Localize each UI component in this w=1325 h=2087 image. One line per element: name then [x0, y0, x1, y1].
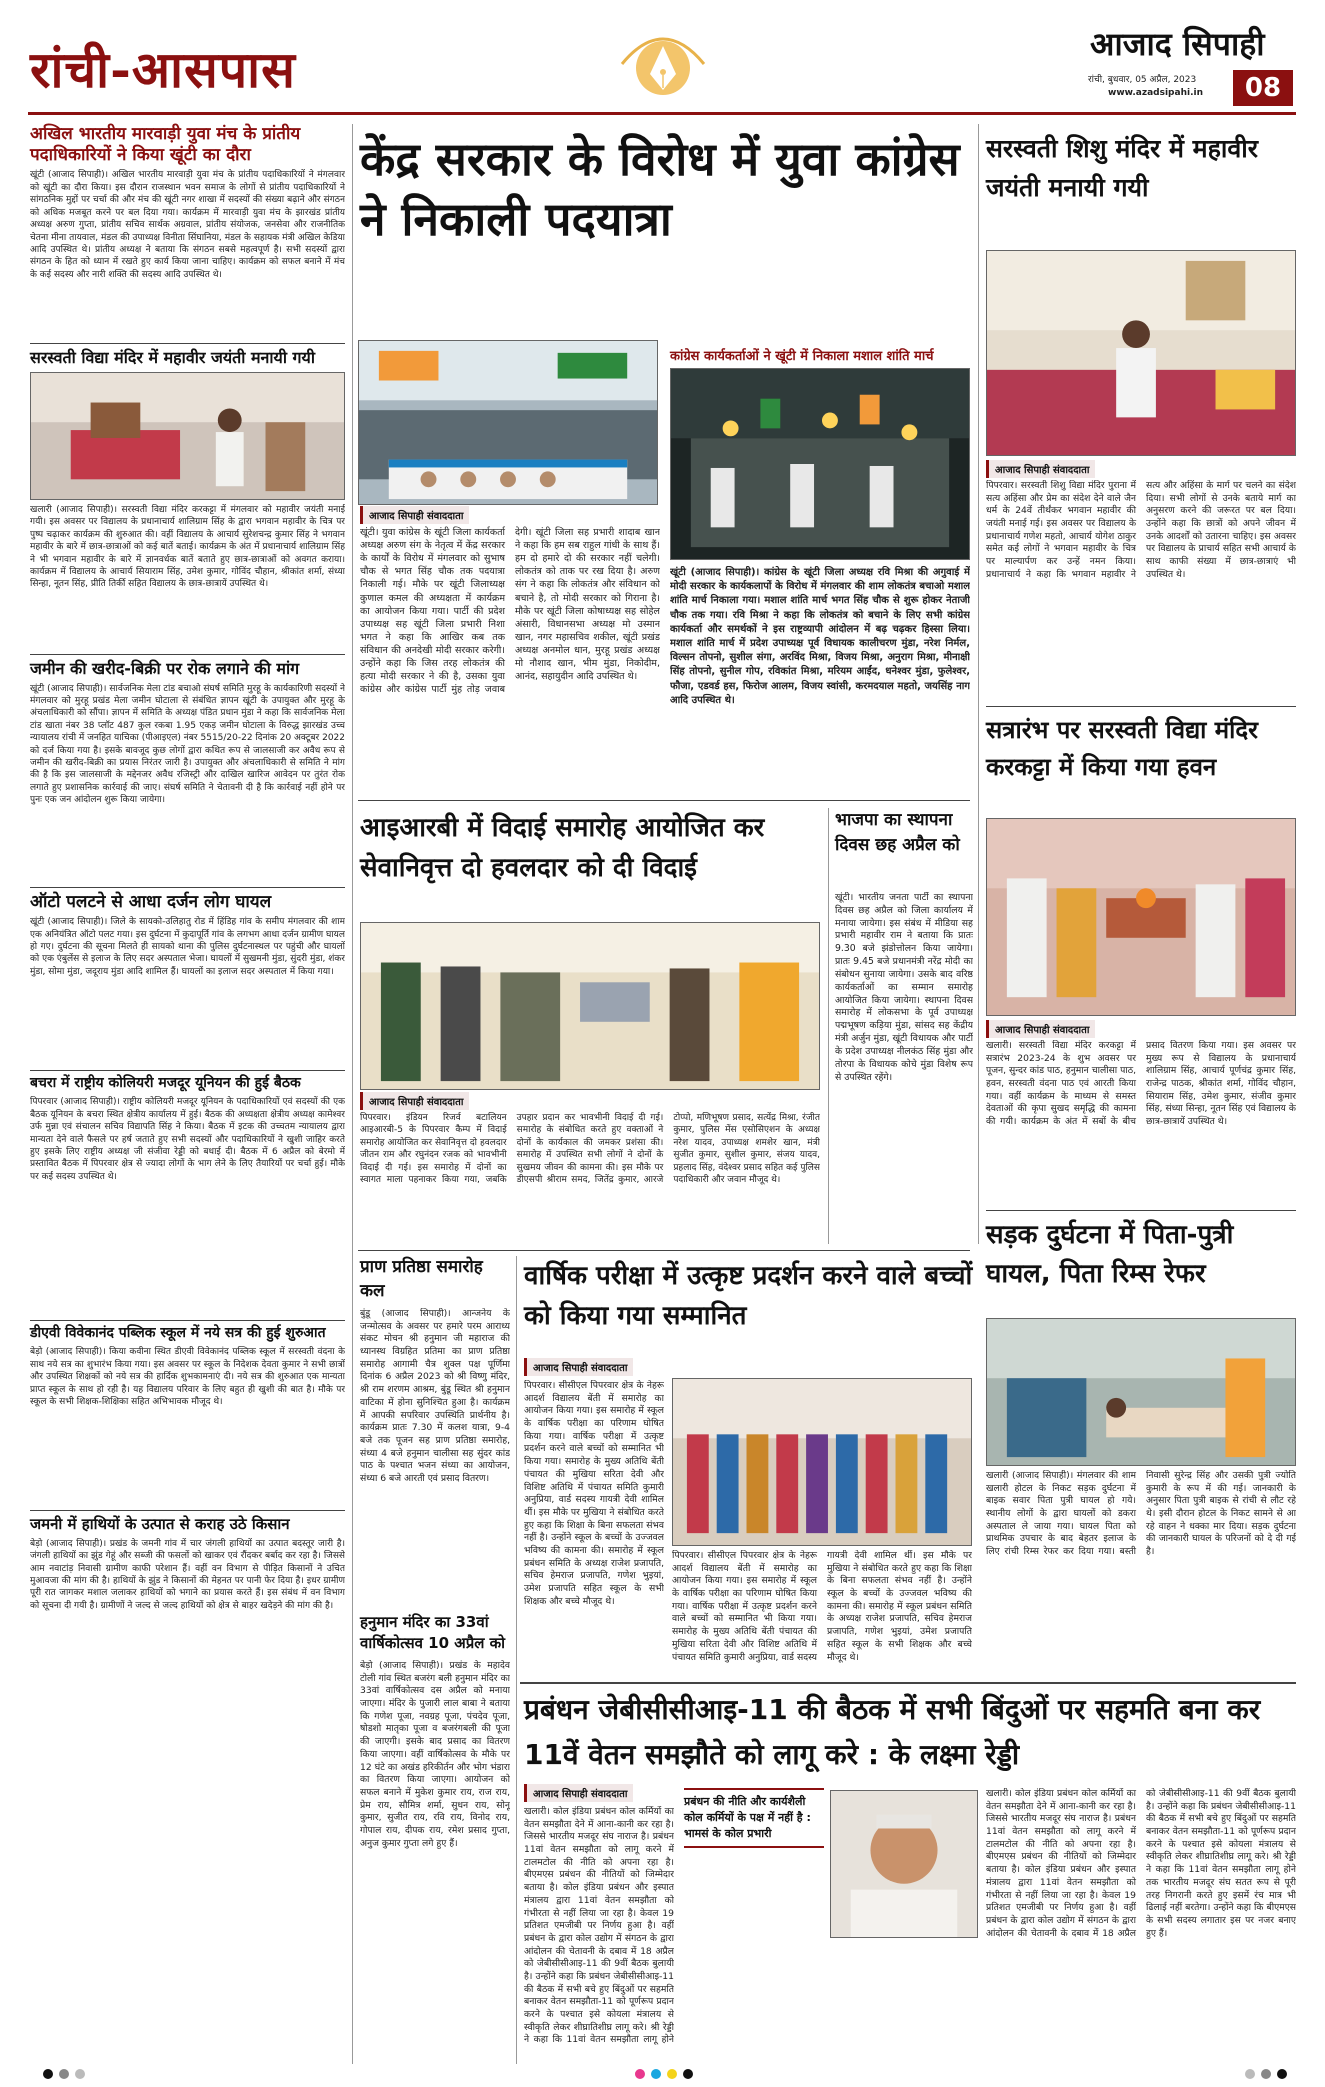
lead-headline: केंद्र सरकार के विरोध में युवा कांग्रेस ने निकाली पदयात्रा [360, 132, 960, 246]
website: www.azadsipahi.in [1108, 88, 1203, 98]
r3-body: खलारी (आजाद सिपाही)। मंगलवार की शाम खलारी होटल के निकट सड़क दुर्घटना में बाइक सवार पिता पुत्री घायल हो गये। स्थानीय लोगों के द्वारा घायलों को डकरा अस्पताल ले जाया गया। घायल पिता को प्राथमिक उपचार के बाद बेहतर इलाज के लिए रांची रिम्स रेफर कर दिया गया। बस्ती निवासी सुरेन्द्र सिंह और उसकी पुत्री ज्योति कुमारी के रूप में की गई। जानकारी के अनुसार पिता पुत्री बाइक से रांची से लौट रहे थे। इसी दौरान होटल के निकट सामने से आ रहे वाहन ने धक्का मार दिया। सड़क दुर्घटना की जानकारी घायल के परिजनों को दे दी गई है। [986, 1470, 1296, 1558]
story-body: बेड़ो (आजाद सिपाही)। प्रखंड के जमनी गांव में चार जंगली हाथियों का उत्पात बदस्तूर जारी है। जंगली हाथियों का झुंड गेहूं और सब्जी की फसलों को खाकर एवं रौंदकर बर्बाद कर रहा है। जिससे आम नवाटांड़ निवासी ग्रामीण काफी परेशान हैं। वहीं वन विभाग से पीड़ित किसानों ने उचित मुआवजा की मांग की है। हाथियों के झुंड ने किसानों की मेहनत पर पानी फेर दिया है। इधर ग्रामीण पूरी रात जागकर मशाल जलाकर हाथियों को भगाने का प्रयास करते हैं। इस संबंध में वन विभाग को सूचना दी गयी है। ग्रामीणों ने जल्द से जल्द हाथियों को क्षेत्र से बाहर खदेड़ने की मांग की है। [30, 1538, 345, 1611]
pen-nib-logo-icon [620, 24, 706, 104]
saraswati-shishu-mandir-photo [986, 250, 1296, 456]
story-body: खूंटी (आजाद सिपाही)। जिले के सायको-उलिहातु रोड में हिंडिह गांव के समीप मंगलवार की शाम एक अनियंत्रित ऑटो पलट गया। इस दुर्घटना में कुदापूर्ति गांव के लगभग आधा दर्जन ग्रामीण घायल हो गए। दुर्घटना की सूचना मिलते ही सायको थाना की पुलिस दुर्घटनास्थल पर पहुंची और घायलों को एक एंबुलेंस से इलाज के लिए सदर अस्पताल भेजा। घायलों में सुखमनी मुंडा, सुंदरी मुंडा, शंकर मुंडा, सोमा मुंडा, जदूराय मुंडा आदि शामिल हैं। घायलों का इलाज सदर अस्पताल में किया गया। [30, 917, 345, 977]
story-body: खूंटी (आजाद सिपाही)। अखिल भारतीय मारवाड़ी युवा मंच के प्रांतीय पदाधिकारियों ने मंगलवार को खूंटी का दौरा किया। इस दौरान राजस्थान भवन समाज के लोगों से प्रांतीय पदाधिकारियों ने सांगठनिक मुद्दों पर चर्चा की और मंच की खूंटी नगर शाखा में सदस्यों की संख्या बढ़ाने और संगठन को अधिक मजबूत करने पर बल दिया गया। कार्यक्रम में मारवाड़ी युवा मंच के झारखंड प्रांतीय अध्यक्ष अरुण गुप्ता, प्रांतीय सचिव सार्थक अग्रवाल, प्रांतीय संयोजक, जनसेवा और राजनीतिक चेतना मीना तायवाल, मंडल की उपाध्यक्ष विनीता सिंघानिया, मंडल के सहायक मंत्री अखिल केडिया आदि उपस्थित थे। प्रांतीय अध्यक्ष ने बताया कि संगठन सबसे महत्वपूर्ण है। सभी सदस्यों द्वारा संगठन के हित को ध्यान में रखते हुए कार्य किया जाना चाहिए। कार्यक्रम को सफल बनाने में मंच के कई सदस्य और नारी शक्ति की सदस्य आदि उपस्थित थे। [30, 170, 345, 280]
masthead [0, 0, 1325, 112]
pran-body: बुंडू (आजाद सिपाही)। आन्जनेय के जन्मोत्सव के अवसर पर हमारे परम आराध्य संकट मोचन श्री हनुमान जी महाराज की ध्यानस्थ विग्रहित प्रतिमा का प्राण प्रतिष्ठा समारोह आगामी चैत्र शुक्ल पक्ष पूर्णिमा दिनांक 6 अप्रैल 2023 को श्री विष्णु मंदिर, श्री राम शरणम आश्रम, बुंडू स्थित श्री हनुमान वाटिका में होना सुनिश्चित हुआ है। कार्यक्रम में आपकी सपरिवार उपस्थिति प्रार्थनीय है। कार्यक्रम प्रातः 7.30 में कलश यात्रा, 9-4 बजे तक पूजन सह प्राण प्रतिष्ठा समारोह, संध्या 4 बजे हनुमान चालीसा सह सुंदर कांड पाठ के पश्चात भजन संध्या का आयोजन, संध्या 6 बजे आरती एवं प्रसाद वितरण। [360, 1308, 510, 1484]
exam-headline: वार्षिक परीक्षा में उत्कृष्ट प्रदर्शन करने वाले बच्चों को किया गया सम्मानित [524, 1261, 973, 1332]
hanuman-headline: हनुमान मंदिर का 33वां वार्षिकोत्सव 10 अप्रैल को [360, 1613, 506, 1652]
bottom-body-right-text: खलारी। कोल इंडिया प्रबंधन कोल कर्मियों का वेतन समझौता देने में आना-कानी कर रहा है। जिससे भारतीय मजदूर संघ नाराज है। प्रबंधन 11वां वेतन समझौता को लागू करने में टालमटोल की नीति को अपना रहा है। बीएमएस प्रबंधन की नीतियों को जिम्मेदार बताया है। कोल इंडिया प्रबंधन और इस्पात मंत्रालय द्वारा 11वां वेतन समझौता को गंभीरता से नहीं लिया जा रहा है। केवल 19 प्रतिशत एमजीबी पर निर्णय हुआ है। वहीं प्रबंधन के द्वारा कोल उद्योग में संगठन के द्वारा आंदोलन की चेतावनी के दबाव में 18 अप्रैल को जेबीसीसीआइ-11 की 9वीं बैठक बुलायी है। उन्होंने कहा कि प्रबंधन जेबीसीसीआइ-11 की बैठक में सभी बचे हुए बिंदुओं पर सहमति बनाकर वेतन समझौता-11 को पूर्णरूप प्रदान करने के पश्चात इसे कोयला मंत्रालय से स्वीकृति लेकर शीघ्रातिशीघ्र लागू करे। श्री रेड्डी ने कहा कि 11वां वेतन समझौता लागू होने तक भारतीय मजदूर संघ सतत रूप से पूरी तरह निगरानी करते हुए इसमें रंच मात्र भी ढिलाई नहीं बरतेगा। उन्होंने कहा कि बीएमएस के सभी सदस्य लगातार इस पर नजर बनाए हुए हैं। [986, 1788, 1296, 1939]
dateline: रांची, बुधवार, 05 अप्रैल, 2023 [1088, 75, 1197, 85]
page-number: 08 [1233, 70, 1293, 106]
story-headline: ऑटो पलटने से आधा दर्जन लोग घायल [30, 891, 272, 912]
byline: आजाद सिपाही संवाददाता [986, 460, 1095, 478]
r2-body: खलारी। सरस्वती विद्या मंदिर करकट्टा में सत्रारंभ 2023-24 के शुभ अवसर पर पूजन, सुन्दर कांड पाठ, हनुमान चालीसा पाठ, हवन, सरस्वती वंदना पाठ एवं आरती किया गया। वहीं कार्यक्रम के माध्यम से समस्त देवताओं की कृपा सुखद समृद्धि की कामना की गयी। कार्यक्रम के अंत में सबों के बीच प्रसाद वितरण किया गया। इस अवसर पर मुख्य रूप से विद्यालय के प्रधानाचार्य शालिग्राम सिंह, आचार्य पूर्णचंद्र कुमार सिंह, राजेन्द्र पाठक, श्रीकांत शर्मा, गोविंद चौहान, सियाराम सिंह, उमेश कुमार, संजीव कुमार सिंह, संध्या सिन्हा, नूतन सिंह एवं विद्यालय के छात्र-छात्रायें उपस्थित थे। [986, 1040, 1296, 1128]
left-column [30, 124, 345, 2064]
byline: आजाद सिपाही संवाददाता [360, 1092, 469, 1110]
section-title: रांची-आसपास [30, 40, 296, 99]
story-headline: जमीन की खरीद-बिक्री पर रोक लगाने की मांग [30, 658, 300, 678]
exam-body-col1: पिपरवार। सीसीएल पिपरवार क्षेत्र के नेहरू आदर्श विद्यालय बेंती में समारोह का आयोजन किया गया। इस समारोह में स्कूल के वार्षिक परीक्षा का परिणाम घोषित किया गया। वार्षिक परीक्षा में उत्कृष्ट प्रदर्शन करने वाले बच्चों को सम्मानित भी किया गया। समारोह के मुख्य अतिथि बेंती पंचायत की मुखिया सरिता देवी और विशिष्ट अतिथि में पंचायत समिति कुमारी अनुप्रिया, वार्ड सदस्य गायत्री देवी शामिल थीं। इस मौके पर मुखिया ने संबोधित करते हुए कहा कि शिक्षा के बिना सफलता संभव नहीं है। उन्होंने स्कूल के बच्चों के उज्जवल भविष्य की कामना की। समारोह में स्कूल प्रबंधन समिति के अध्यक्ष राजेश प्रजापति, सचिव हेमराज प्रजापति, गणेश भुइयां, उमेश प्रजापति सहित स्कूल के सभी शिक्षक और बच्चे मौजूद थे। [524, 1380, 664, 1607]
youth-congress-rally-photo [358, 340, 658, 505]
pran-headline: प्राण प्रतिष्ठा समारोह कल [360, 1257, 483, 1301]
lead-body: खूंटी। युवा कांग्रेस के खूंटी जिला कार्यकर्ता अध्यक्ष अरुण संग के नेतृत्व में केंद्र सरकार के कार्यों के विरोध में मंगलवार को सुभाष चौक से भगत सिंह चौक तक पदयात्रा निकाली गई। मौके पर खूंटी जिलाध्यक्ष कुणाल कमल की अध्यक्षता में कार्यक्रम का आयोजन किया गया। पार्टी की प्रदेश उपाध्यक्ष सह खूंटी जिला प्रभारी निशा भगत ने कहा कि आखिर कब तक संविधान की अनदेखी मोदी सरकार करेगी। उन्होंने कहा कि जिस तरह लोकतंत्र की हत्या मोदी सरकार ने की है, उसका युवा कांग्रेस और कांग्रेस पार्टी मुंह तोड़ जवाब देगी। खूंटी जिला सह प्रभारी शादाब खान ने कहा कि हम सब राहुल गांधी के साथ हैं। हम दो हमारे दो की सरकार नहीं चलेगी। लोकतंत्र को ताक पर रख दिया है। अरुण संग ने कहा कि लोकतंत्र और संविधान को बचाने है, तो मोदी सरकार को गिराना है। मौके पर खूंटी जिला कोषाध्यक्ष सह सोहेल अंसारी, विधानसभा अध्यक्ष मो उस्मान खान, नगर महासचिव शकील, खूंटी प्रखंड अध्यक्ष अनमोल धान, मुरहू प्रखंड अध्यक्ष मो नौशाद खान, भीम मुंडा, निकोदीम, आनंद, सहायुदीन आदि उपस्थित थे। [360, 527, 660, 696]
irb-farewell-photo [360, 922, 820, 1090]
exam-body-cont-text: पिपरवार। सीसीएल पिपरवार क्षेत्र के नेहरू आदर्श विद्यालय बेंती में समारोह का आयोजन किया गया। इस समारोह में स्कूल के वार्षिक परीक्षा का परिणाम घोषित किया गया। वार्षिक परीक्षा में उत्कृष्ट प्रदर्शन करने वाले बच्चों को सम्मानित भी किया गया। समारोह के मुख्य अतिथि बेंती पंचायत की मुखिया सरिता देवी और विशिष्ट अतिथि में पंचायत समिति कुमारी अनुप्रिया, वार्ड सदस्य गायत्री देवी शामिल थीं। इस मौके पर मुखिया ने संबोधित करते हुए कहा कि शिक्षा के बिना सफलता संभव नहीं है। उन्होंने स्कूल के बच्चों के उज्जवल भविष्य की कामना की। समारोह में स्कूल प्रबंधन समिति के अध्यक्ष राजेश प्रजापति, सचिव हेमराज प्रजापति, गणेश भुइयां, उमेश प्रजापति सहित स्कूल के सभी शिक्षक और बच्चे मौजूद थे। [672, 1550, 972, 1663]
print-registration-marks [40, 2066, 1290, 2080]
story-headline: सरस्वती विद्या मंदिर में महावीर जयंती मनायी गयी [30, 348, 315, 368]
byline: आजाद सिपाही संवाददाता [524, 1784, 633, 1802]
bjp-headline: भाजपा का स्थापना दिवस छह अप्रैल को [835, 810, 960, 855]
r1-body: पिपरवार। सरस्वती शिशु विद्या मंदिर पुराना में सत्य अहिंसा और प्रेम का संदेश देने वाले जैन धर्म के 24वें तीर्थंकर भगवान महावीर की जयंती मनाई गई। इस अवसर पर विद्यालय के प्रधानाचार्य गणेश महतो, आचार्य योगेश ठाकुर समेत कई लोगों ने भगवान महावीर के चित्र पर माल्यार्पण कर उन्हें नमन किया। प्रधानाचार्य ने कहा कि भगवान महावीर ने सत्य और अहिंसा के मार्ग पर चलने का संदेश दिया। सभी लोगों से उनके बताये मार्ग का अनुसरण करने की जरूरत पर बल दिया। उन्होंने कहा कि छात्रों को अपने जीवन में उनके आदर्शों को उतारना चाहिए। इस अवसर पर विद्यालय के प्राचार्य सहित सभी आचार्य के साथ काफी संख्या में छात्र-छात्राएं भी उपस्थित थे। [986, 480, 1296, 580]
story-headline: जमनी में हाथियों के उत्पात से कराह उठे किसान [30, 1515, 290, 1534]
bjp-body: खूंटी। भारतीय जनता पार्टी का स्थापना दिवस छह अप्रैल को जिला कार्यालय में मनाया जायेगा। इस संबंध में मीडिया सह प्रभारी महावीर राम ने बताया कि प्रातः 9.30 बजे झंडोत्तोलन किया जायेगा। प्रातः 9.45 बजे प्रधानमंत्री नरेंद्र मोदी का संबोधन सुनाया जायेगा। उसके बाद वरिष्ठ कार्यकर्ताओं का सम्मान समारोह आयोजित किया जायेगा। स्थापना दिवस समारोह में लोकसभा के पूर्व उपाध्यक्ष पद्मभूषण कड़िया मुंडा, सांसद सह केंद्रीय मंत्री अर्जुन मुंडा, खूंटी विधायक और पार्टी के प्रदेश उपाध्यक्ष नीलकंठ सिंह मुंडा और तोरपा के विधायक कोचे मुंडा विशेष रूप से उपस्थित रहेंगे। [835, 892, 973, 1083]
story-headline: बचरा में राष्ट्रीय कोलियरी मजदूर यूनियन की हुई बैठक [30, 1075, 301, 1092]
story-body: खलारी (आजाद सिपाही)। सरस्वती विद्या मंदिर करकट्टा में मंगलवार को महावीर जयंती मनाई गयी। इस अवसर पर विद्यालय के प्रधानाचार्य शालिग्राम सिंह के द्वारा भगवान महावीर के चित्र पर पुष्प चढ़ाकर कार्यक्रम की शुरुआत की। वहीं विद्यालय के आचार्य सुरेशचन्द्र कुमार सिंह ने भगवान महावीर के बारे में छात्र-छात्राओं को कई बातें बताई। कार्यक्रम के अंत में प्रधानाचार्य शालिग्राम सिंह ने भी भगवान महावीर के बारे में ज्ञानवर्धक बातें बताते हुए छात्र-छात्राओं को अवगत कराया। कार्यक्रम में विद्यालय के आचार्य सियाराम सिंह, उमेश कुमार, गोविंद चौहान, श्रीकांत शर्मा, संध्या सिन्हा, नूतन सिंह, प्रीति तिर्की सहित विद्यालय के छात्र-छात्रायें उपस्थित थे। [30, 504, 345, 590]
story-headline: अखिल भारतीय मारवाड़ी युवा मंच के प्रांतीय पदाधिकारियों ने किया खूंटी का दौरा [30, 124, 301, 165]
r3-headline: सड़क दुर्घटना में पिता-पुत्री घायल, पिता रिम्स रेफर [986, 1220, 1234, 1289]
story-headline: डीएवी विवेकानंद पब्लिक स्कूल में नये सत्र की हुई शुरुआत [30, 1325, 326, 1342]
havan-ceremony-photo [986, 818, 1296, 1016]
photo-caption: कांग्रेस कार्यकर्ताओं ने खूंटी में निकाला मशाल शांति मार्च [670, 349, 934, 364]
k-laxma-reddy-photo [830, 1790, 978, 1938]
byline: आजाद सिपाही संवाददाता [986, 1020, 1095, 1038]
school-event-photo [30, 372, 345, 500]
bottom-body-right [986, 1788, 1296, 2058]
bottom-headline: प्रबंधन जेबीसीसीआइ-11 की बैठक में सभी बिंदुओं पर सहमति बना कर 11वें वेतन समझौते को लागू करे : के लक्ष्मा रेड्डी [524, 1693, 1261, 1771]
paper-name: आजाद सिपाही [1090, 25, 1265, 63]
hanuman-body: बेड़ो (आजाद सिपाही)। प्रखंड के महादेव टोली गांव स्थित बजरंग बली हनुमान मंदिर का 33वां वार्षिकोत्सव दस अप्रैल को मनाया जाएगा। मंदिर के पुजारी लाल बाबा ने बताया कि गणेश पूजा, नवग्रह पूजा, पंचदेव पूजा, षोडशो मातृका पूजा व बजरंगबली की पूजा की जाएगी। इसके बाद प्रसाद का वितरण किया जाएगा। वहीं वार्षिकोत्सव के मौके पर 12 घंटे का अखंड हरिकीर्तन और भोग भंडारा का वितरण किया जाएगा। आयोजन को सफल बनाने में मुकेश कुमार राय, राज राय, प्रेम राय, सौमित्र शर्मा, सुधन राय, सोनू कुमार, सुजीत राय, रवि राय, विनोद राय, गोपाल राय, दीपक राय, रमेश प्रसाद गुप्ता, अनुज कुमार गुप्ता लगे हुए हैं। [360, 1660, 510, 1849]
torch-march-photo [670, 368, 970, 560]
byline: आजाद सिपाही संवाददाता [360, 506, 469, 524]
byline: आजाद सिपाही संवाददाता [524, 1358, 633, 1376]
irb-body: पिपरवार। इंडियन रिजर्व बटालियन आइआरबी-5 के पिपरवार कैम्प में विदाई समारोह आयोजित कर सेवानिवृत्त दो हवलदार जीतन राम और रघुनंदन रजक को भावभीनी विदाई दी गई। इस समारोह में दोनों का स्वागत माला पहनाकर किया गया, जबकि उपहार प्रदान कर भावभीनी विदाई दी गई। समारोह के संबोधित करते हुए वक्ताओं ने दोनों के कार्यकाल की जमकर प्रशंसा की। समारोह में उपस्थित सभी लोगों ने दोनों के सुखमय जीवन की कामना की। इस मौके पर डीएसपी श्रीराम समद, जितेंद्र कुमार, आरजे टोप्पो, मणिभूषण प्रसाद, सत्येंद्र मिश्रा, रंजीत कुमार, पुलिस मेंस एसोसिएशन के अध्यक्ष नरेश यादव, उपाध्यक्ष शमशेर खान, मंत्री सुजीत कुमार, सुशील कुमार, संजय यादव, प्रहलाद सिंह, वंदेश्वर प्रसाद सहित कई पुलिस पदाधिकारी और जवान मौजूद थे। [360, 1113, 820, 1186]
story-body: खूंटी (आजाद सिपाही)। सार्वजनिक मेला टांड बचाओ संघर्ष समिति मुरहू के कार्यकारिणी सदस्यों ने मंगलवार को मुरहू प्रखंड मेला जमीन घोटाला से संबंधित ज्ञापन खूंटी के उपायुक्त और मुरहू के अंचलाधिकारी को सौंपा। ज्ञापन में समिति के अध्यक्ष पंडित प्रधान मुंडा ने कहा कि सार्वजनिक मेला टांड खाता नंबर 38 प्लॉट 487 कुल रकबा 1.95 एकड़ जमीन घोटाला के विरुद्ध झारखंड उच्च न्यायालय रांची में जनहित याचिका (पीआइएल) नंबर 5515/20-22 दिनांक 20 अक्टूबर 2022 को दर्ज किया गया है। इसके बावजूद कुछ लोगों द्वारा कथित रूप से जालसाजी कर अवैध रूप से जमीन की खरीद-बिक्री का प्रयास निरंतर जारी है। उपायुक्त और अंचलाधिकारी से समिति ने मांग की है कि इस जालसाजी के मद्देनजर अवैध रजिस्ट्री और दाखिल खारिज आवेदन पर तुरंत रोक लगाते हुए प्रशासनिक कार्रवाई की जाए। संघर्ष समिति ने चेतावनी दी है कि कार्रवाई नहीं होने पर पुनः एक जन आंदोलन शुरू किया जायेगा। [30, 683, 345, 806]
irb-headline: आइआरबी में विदाई समारोह आयोजित कर सेवानिवृत्त दो हवलदार को दी विदाई [360, 813, 765, 884]
r2-headline: सत्रारंभ पर सरस्वती विद्या मंदिर करकट्टा में किया गया हवन [986, 716, 1258, 782]
r1-headline: सरस्वती शिशु मंदिर में महावीर जयंती मनायी गयी [986, 134, 1258, 202]
story-body: पिपरवार (आजाद सिपाही)। राष्ट्रीय कोलियरी मजदूर यूनियन के पदाधिकारियों एवं सदस्यों की एक बैठक यूनियन के बचरा स्थित क्षेत्रीय कार्यालय में हुई। बैठक की अध्यक्षता क्षेत्रीय अध्यक्ष कामेश्वर उर्फ मुन्ना एवं संचालन सचिव विद्यापति सिंह ने किया। बैठक में इटक की उच्चतम न्यायालय द्वारा मान्यता देने वाले फैसले पर हर्ष जताते हुए सभी सदस्यों और पदाधिकारियों ने खुशी जाहिर करते हुए इसके लिए राष्ट्रीय अध्यक्ष जी संजीवा रेड्डी को बधाई दी। बैठक में 6 अप्रैल को बेरमो में प्रस्तावित बैठक में पिपरवार क्षेत्र से ज्यादा लोगों के भाग लेने के लिए तैयारियों पर चर्चा हुई। मौके पर कई सदस्य उपस्थित थे। [30, 1097, 345, 1182]
lead-sidebar-box: खूंटी (आजाद सिपाही)। कांग्रेस के खूंटी जिला अध्यक्ष रवि मिश्रा की अगुवाई में मोदी सरकार के कार्यकलापों के विरोध में मंगलवार की शाम लोकतंत्र बचाओ मशाल शांति मार्च निकाला गया। मशाल शांति मार्च भगत सिंह चौक से शुरू होकर नेताजी चौक तक गया। रवि मिश्रा ने कहा कि लोकतंत्र को बचाने के लिए सभी कांग्रेस कार्यकर्ता और समर्थकों ने इस राष्ट्रव्यापी आंदोलन में बढ़ चढ़कर हिस्सा लिया। मशाल शांति मार्च में प्रदेश उपाध्यक्ष पूर्व विधायक कालीचरण मुंडा, नरेश निर्मल, विल्सन तोपनो, सुशील संगा, अरविंद मिश्रा, विजय मिश्रा, अनुराग मिश्रा, मीनाक्षी सिंह तोपनो, सुनील गोप, रविकांत मिश्रा, मरियम आईंद, धनेश्वर मुंडा, फुलेश्वर, फौजा, एडवर्ड हस, फिरोज आलम, विजय स्वांसी, करमदयाल महतो, जयसिंह नाग आदि उपस्थित थे। [670, 567, 970, 706]
students-felicitation-photo [672, 1378, 972, 1546]
exam-body-cont [672, 1550, 972, 1676]
pull-quote: प्रबंधन की नीति और कार्यशैली कोल कर्मियों के पक्ष में नहीं है : भामसं के कोल प्रभारी [684, 1788, 824, 1848]
story-body: बेड़ो (आजाद सिपाही)। किया कवीना स्थित डीएवी विवेकानंद पब्लिक स्कूल में सरस्वती वंदना के साथ नये सत्र का शुभारंभ किया गया। इस अवसर पर स्कूल के निदेशक देवता कुमार ने सभी छात्रों और उपस्थित शिक्षकों को नये सत्र की हार्दिक शुभकामनाएं दी। नये सत्र की शुरुआत एक मान्यता प्राप्त स्कूल के साथ हो रही है। यह विद्यालय परिवार के लिए बहुत ही खुशी की बात है। मौके पर स्कूल के सभी शिक्षक-शिक्षिका सहित अभिभावक मौजूद थे। [30, 1347, 345, 1408]
road-accident-photo [986, 1318, 1296, 1466]
bottom-body: खलारी। कोल इंडिया प्रबंधन कोल कर्मियों का वेतन समझौता देने में आना-कानी कर रहा है। जिससे भारतीय मजदूर संघ नाराज है। प्रबंधन 11वां वेतन समझौता को लागू करने में टालमटोल की नीति को अपना रहा है। बीएमएस प्रबंधन की नीतियों को जिम्मेदार बताया है। कोल इंडिया प्रबंधन और इस्पात मंत्रालय द्वारा 11वां वेतन समझौता को गंभीरता से नहीं लिया जा रहा है। केवल 19 प्रतिशत एमजीबी पर निर्णय हुआ है। वहीं प्रबंधन के द्वारा कोल उद्योग में संगठन के द्वारा आंदोलन की चेतावनी के दबाव में 18 अप्रैल को जेबीसीसीआइ-11 की 9वीं बैठक बुलायी है। उन्होंने कहा कि प्रबंधन जेबीसीसीआइ-11 की बैठक में सभी बचे हुए बिंदुओं पर सहमति बनाकर वेतन समझौता-11 को पूर्णरूप प्रदान करने के पश्चात इसे कोयला मंत्रालय से स्वीकृति लेकर शीघ्रातिशीघ्र लागू करे। श्री रेड्डी ने कहा कि 11वां वेतन समझौता लागू होने [524, 1806, 674, 2046]
